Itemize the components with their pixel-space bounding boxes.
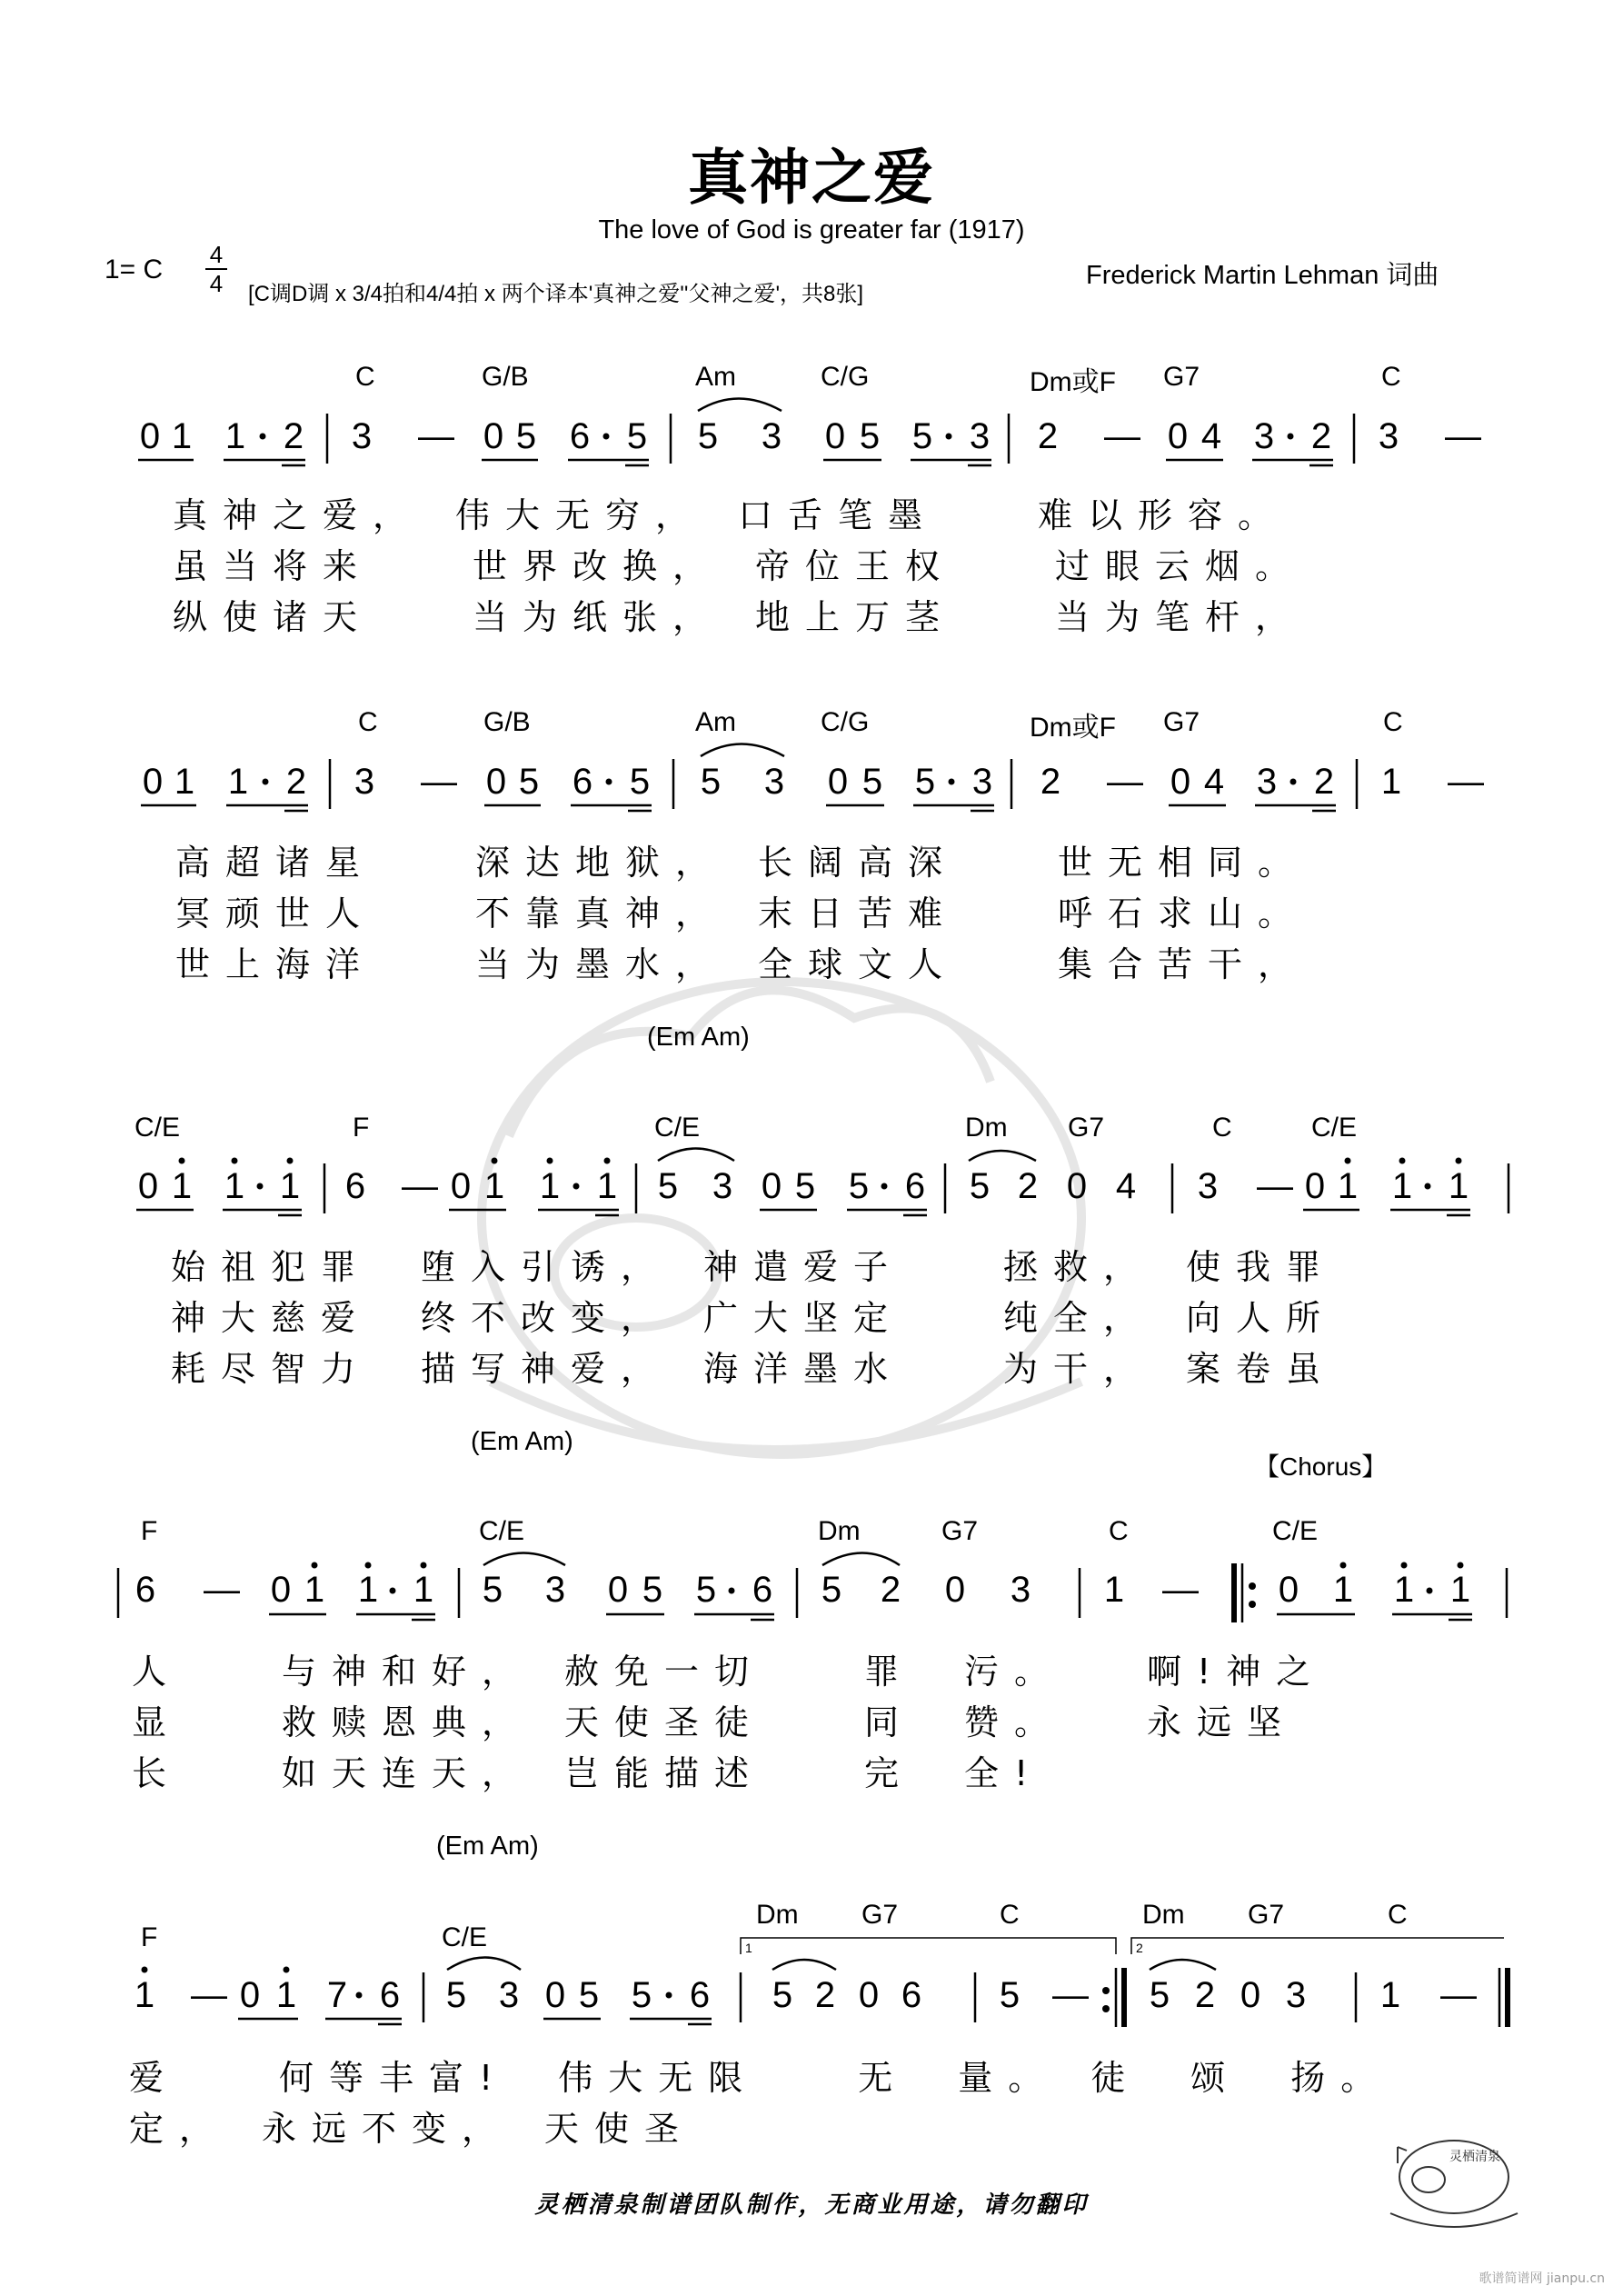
chord: Dm: [1142, 1900, 1185, 1930]
site-watermark: 歌谱简谱网 jianpu.cn: [1479, 2271, 1605, 2286]
melody-note: 0: [270, 1570, 292, 1610]
lyric-line: 高超诸星 深达地狱， 长阔高深 世无相同。: [175, 843, 1309, 883]
lyric-line: 爱 何等丰富! 伟大无限 无 量。 徒 颂 扬。: [129, 2058, 1391, 2098]
melody-note: —: [191, 1975, 227, 2015]
chord: G7: [941, 1516, 979, 1546]
melody-note: 0: [1170, 762, 1191, 802]
lyric-line: 定， 永远不变， 天使圣: [129, 2109, 695, 2149]
melody-note: 1: [483, 1166, 505, 1206]
melody-note: 2: [1040, 762, 1061, 802]
melody-note: 0: [827, 762, 849, 802]
chord: Dm: [756, 1900, 799, 1930]
melody-note: 0: [607, 1570, 629, 1610]
chord: C: [1212, 1113, 1232, 1143]
chord: G7: [1068, 1113, 1105, 1143]
melody-note: 2: [1310, 416, 1332, 456]
melody-note: 5: [578, 1975, 600, 2015]
melody-note: 0: [544, 1975, 566, 2015]
melody-note: 0: [142, 762, 164, 802]
melody-note: 3: [353, 762, 375, 802]
melody-note: —: [204, 1570, 240, 1610]
melody-note: 3: [1197, 1166, 1219, 1206]
chord: C: [1109, 1516, 1129, 1546]
melody-note: 6: [134, 1570, 156, 1610]
melody-note: 0: [1066, 1166, 1088, 1206]
melody-note: —: [421, 762, 457, 802]
melody-note: 1: [1391, 1166, 1413, 1206]
melody-note: 5: [629, 762, 651, 802]
lyric-line: 世上海洋 当为墨水， 全球文人 集合苦干，: [175, 944, 1309, 984]
melody-note: 1: [224, 416, 246, 456]
melody-note: 0: [450, 1166, 472, 1206]
melody-note: —: [1257, 1166, 1293, 1206]
lyric-line: 神大慈爱 终不改变， 广大坚定 纯全， 向人所: [171, 1298, 1337, 1338]
chord: Dm: [818, 1516, 861, 1546]
melody-note: 3: [1010, 1570, 1031, 1610]
melody-note: 3: [971, 762, 993, 802]
logo-text: 灵栖清泉: [1449, 2150, 1500, 2164]
lyric-line: 冥顽世人 不靠真神， 末日苦难 呼石求山。: [175, 893, 1309, 933]
chord: C: [1388, 1900, 1408, 1930]
time-sig-bottom: 4: [209, 270, 224, 297]
melody-note: 5: [861, 762, 883, 802]
lyric-line: 耗尽智力 描写神爱， 海洋墨水 为干， 案卷虽: [171, 1349, 1337, 1389]
alt-chords: (Em Am): [471, 1427, 573, 1456]
chord: C/E: [1311, 1113, 1358, 1143]
melody-note: 5: [700, 762, 722, 802]
chord: F: [141, 1922, 158, 1952]
chord: C/G: [821, 707, 870, 737]
volta-1: 1: [745, 1941, 752, 1955]
melody-note: 3: [1253, 416, 1275, 456]
composer-credit: Frederick Martin Lehman 词曲: [1086, 261, 1439, 290]
melody-note: 4: [1203, 762, 1225, 802]
chord: C: [1381, 362, 1401, 392]
melody-note: —: [1107, 762, 1143, 802]
lyric-line: 人 与神和好， 赦免一切 罪 污。 啊!神之: [132, 1652, 1327, 1692]
footer-credit: 灵栖清泉制谱团队制作，无商业用途，请勿翻印: [534, 2191, 1089, 2219]
melody-note: —: [1448, 762, 1484, 802]
melody-note: 0: [1304, 1166, 1326, 1206]
melody-note: 5: [859, 416, 881, 456]
melody-note: 5: [445, 1975, 467, 2015]
melody-note: 3: [544, 1570, 566, 1610]
melody-note: 1: [413, 1570, 434, 1610]
arrangement-note: [C调D调 x 3/4拍和4/4拍 x 两个译本'真神之爱''父神之爱'，共8张]: [248, 282, 864, 306]
melody-note: 3: [969, 416, 991, 456]
melody-note: 5: [911, 416, 933, 456]
melody-note: 6: [379, 1975, 401, 2015]
melody-note: 6: [752, 1570, 773, 1610]
song-title: 真神之爱: [688, 143, 935, 213]
melody-note: 3: [1256, 762, 1278, 802]
melody-note: 0: [824, 416, 846, 456]
melody-note: 1: [304, 1570, 325, 1610]
melody-note: 1: [1379, 1975, 1401, 2015]
chord: C/E: [1272, 1516, 1319, 1546]
chord: F: [141, 1516, 158, 1546]
melody-note: 3: [498, 1975, 520, 2015]
melody-note: 5: [914, 762, 936, 802]
melody-note: —: [1445, 416, 1481, 456]
lyric-line: 显 救赎恩典， 天使圣徒 同 赞。 永远坚: [132, 1702, 1298, 1742]
melody-note: 0: [761, 1166, 782, 1206]
melody-note: 5: [1149, 1975, 1170, 2015]
melody-note: 0: [1240, 1975, 1261, 2015]
chord: G7: [1163, 707, 1200, 737]
melody-note: 1: [596, 1166, 618, 1206]
melody-note: 3: [1378, 416, 1399, 456]
key-signature: 1= C: [105, 255, 164, 285]
melody-note: 2: [1017, 1166, 1039, 1206]
melody-note: 5: [794, 1166, 816, 1206]
melody-note: 7: [326, 1975, 348, 2015]
song-subtitle: The love of God is greater far (1917): [598, 215, 1025, 245]
melody-note: 1: [134, 1975, 155, 2015]
chord: C/E: [654, 1113, 701, 1143]
melody-note: 1: [1448, 1166, 1469, 1206]
melody-note: 3: [761, 416, 782, 456]
chord: G/B: [482, 362, 529, 392]
chord: C: [1000, 1900, 1020, 1930]
melody-note: 1: [1449, 1570, 1471, 1610]
melody-note: 1: [539, 1166, 561, 1206]
melody-note: 5: [969, 1166, 991, 1206]
melody-note: 1: [275, 1975, 297, 2015]
melody-note: 1: [227, 762, 249, 802]
melody-note: 0: [483, 416, 504, 456]
melody-note: 4: [1115, 1166, 1137, 1206]
melody-note: 0: [944, 1570, 966, 1610]
melody-note: —: [1104, 416, 1140, 456]
melody-note: 6: [689, 1975, 711, 2015]
melody-note: 1: [1380, 762, 1402, 802]
melody-note: 5: [631, 1975, 652, 2015]
melody-note: 2: [285, 762, 307, 802]
melody-note: —: [1162, 1570, 1199, 1610]
lyric-line: 真神之爱， 伟大无穷， 口舌笔墨 难以形容。: [173, 495, 1289, 535]
melody-note: 1: [279, 1166, 301, 1206]
lyric-line: 始祖犯罪 堕入引诱， 神遣爱子 拯救， 使我罪: [171, 1247, 1337, 1287]
melody-note: 1: [171, 416, 193, 456]
alt-chords: (Em Am): [647, 1023, 750, 1052]
lyric-line: 长 如天连天， 岂能描述 完 全!: [132, 1753, 1044, 1793]
melody-note: 6: [904, 1166, 926, 1206]
lyric-line: 虽当将来 世界改换， 帝位王权 过眼云烟。: [173, 546, 1306, 586]
melody-note: 5: [482, 1570, 503, 1610]
melody-note: 1: [174, 762, 195, 802]
chord: G7: [1248, 1900, 1285, 1930]
melody-note: —: [402, 1166, 438, 1206]
alt-chords: (Em Am): [436, 1832, 539, 1861]
melody-note: 5: [695, 1570, 717, 1610]
melody-note: 3: [712, 1166, 733, 1206]
melody-note: 0: [485, 762, 507, 802]
melody-note: 5: [772, 1975, 793, 2015]
melody-note: 0: [239, 1975, 261, 2015]
melody-note: 1: [1337, 1166, 1359, 1206]
melody-note: 0: [137, 1166, 159, 1206]
chord: C/G: [821, 362, 870, 392]
chord: G/B: [483, 707, 531, 737]
melody-note: 1: [1393, 1570, 1415, 1610]
melody-note: 3: [351, 416, 373, 456]
melody-note: 0: [1278, 1570, 1299, 1610]
chord: C/E: [442, 1922, 488, 1952]
melody-note: 2: [1037, 416, 1059, 456]
lyric-line: 纵使诸天 当为纸张， 地上万茎 当为笔杆，: [173, 597, 1306, 637]
melody-note: 2: [880, 1570, 901, 1610]
melody-note: 6: [344, 1166, 366, 1206]
melody-note: 5: [657, 1166, 679, 1206]
melody-note: 5: [821, 1570, 842, 1610]
time-sig-top: 4: [209, 241, 224, 268]
melody-note: 5: [848, 1166, 870, 1206]
chord: C: [1383, 707, 1403, 737]
melody-note: —: [1052, 1975, 1089, 2015]
melody-note: 1: [224, 1166, 245, 1206]
chord: C: [358, 707, 378, 737]
chord: F: [353, 1113, 370, 1143]
chord: C/E: [134, 1113, 181, 1143]
melody-note: 1: [1103, 1570, 1125, 1610]
melody-note: 3: [1285, 1975, 1307, 2015]
melody-note: 2: [1313, 762, 1335, 802]
volta-2: 2: [1136, 1941, 1143, 1955]
melody-note: 5: [518, 762, 540, 802]
chord: Am: [695, 362, 736, 392]
melody-note: 0: [1167, 416, 1189, 456]
melody-note: 6: [901, 1975, 922, 2015]
melody-note: 0: [858, 1975, 880, 2015]
melody-note: 5: [999, 1975, 1021, 2015]
chord: Am: [695, 707, 736, 737]
melody-note: 1: [171, 1166, 193, 1206]
melody-note: 2: [283, 416, 304, 456]
chord: C/E: [479, 1516, 525, 1546]
melody-note: 0: [139, 416, 161, 456]
chord: Dm: [965, 1113, 1008, 1143]
melody-note: 5: [626, 416, 648, 456]
chorus-label: 【Chorus】: [1254, 1452, 1388, 1481]
melody-note: 6: [572, 762, 593, 802]
melody-note: 1: [357, 1570, 379, 1610]
melody-note: 6: [569, 416, 591, 456]
melody-note: 3: [763, 762, 785, 802]
melody-note: —: [1440, 1975, 1477, 2015]
melody-note: 4: [1200, 416, 1222, 456]
melody-note: —: [418, 416, 454, 456]
chord: C: [355, 362, 375, 392]
melody-note: 5: [515, 416, 537, 456]
chord: G7: [1163, 362, 1200, 392]
melody-note: 5: [642, 1570, 663, 1610]
melody-note: 2: [814, 1975, 836, 2015]
chord: Dm或F: [1030, 713, 1116, 743]
melody-note: 5: [697, 416, 719, 456]
chord: G7: [861, 1900, 899, 1930]
melody-note: 2: [1194, 1975, 1216, 2015]
melody-note: 1: [1332, 1570, 1354, 1610]
chord: Dm或F: [1030, 367, 1116, 397]
